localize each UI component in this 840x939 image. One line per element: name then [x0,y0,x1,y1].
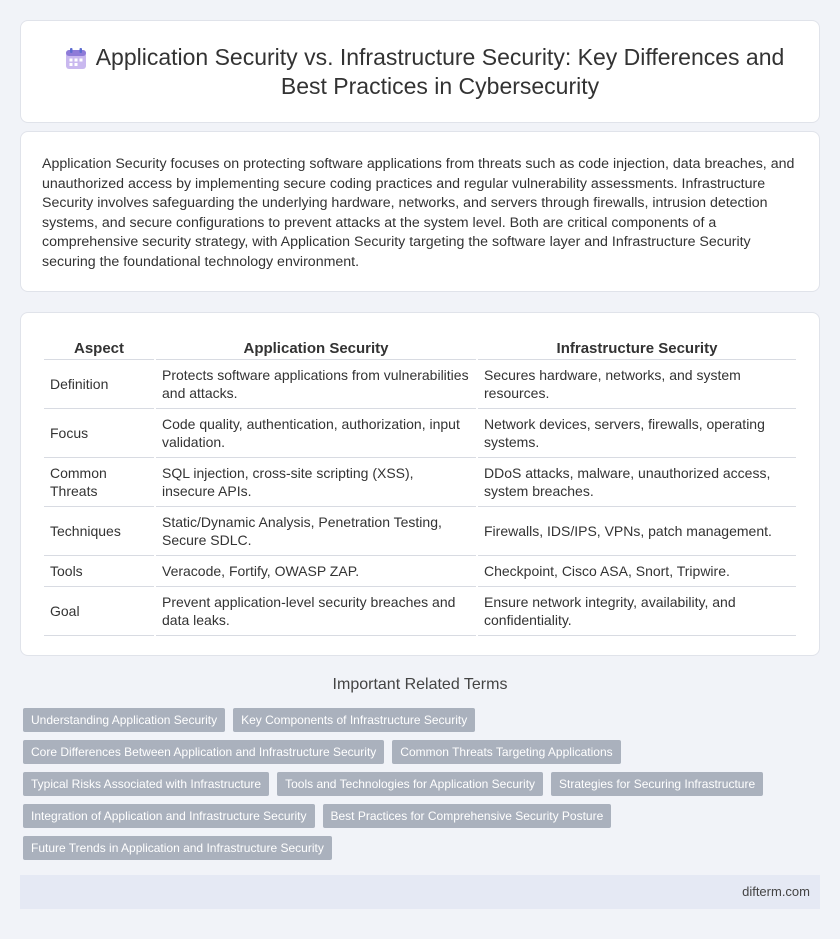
related-term-tag[interactable]: Strategies for Securing Infrastructure [551,772,763,796]
related-term-tag[interactable]: Common Threats Targeting Applications [392,740,620,764]
aspect-cell: Tools [44,556,154,587]
infrastructure-cell: Checkpoint, Cisco ASA, Snort, Tripwire. [478,556,796,587]
infrastructure-cell: Firewalls, IDS/IPS, VPNs, patch management. [478,507,796,556]
application-cell: Veracode, Fortify, OWASP ZAP. [156,556,476,587]
table-row [44,409,796,458]
aspect-cell: Focus [44,409,154,458]
related-term-tag[interactable]: Key Components of Infrastructure Security [233,708,475,732]
table-row [44,587,796,636]
table-header-row [44,334,796,360]
related-term-tag[interactable]: Tools and Technologies for Application Security [277,772,543,796]
column-header-infrastructure-security: Infrastructure Security [478,334,796,360]
application-cell: SQL injection, cross-site scripting (XSS), insecure APIs. [156,458,476,507]
table-row [44,556,796,587]
aspect-cell: Common Threats [44,458,154,507]
header-card [20,20,820,123]
related-terms-list [23,708,813,860]
application-cell: Static/Dynamic Analysis, Penetration Testing, Secure SDLC. [156,507,476,556]
related-term-tag[interactable]: Best Practices for Comprehensive Security Posture [323,804,612,828]
related-term-tag[interactable]: Understanding Application Security [23,708,225,732]
intro-paragraph: Application Security focuses on protecting software applications from threats such as code injection, data breaches, and unauthorized access by implementing secure coding practices and regular vulnerability assessments. Infrastructure Security involves safeguarding the underlying hardware, networks, and servers through firewalls, intrusion detection systems, and secure configurations to prevent attacks at the system level. Both are critical components of a comprehensive security strategy, with Application Security targeting the software layer and Infrastructure Security securing the foundational technology environment. [42,156,795,270]
aspect-cell: Definition [44,360,154,409]
table-row [44,360,796,409]
related-term-tag[interactable]: Core Differences Between Application and Infrastructure Security [23,740,384,764]
application-cell: Prevent application-level security breaches and data leaks. [156,587,476,636]
related-term-tag[interactable]: Typical Risks Associated with Infrastructure [23,772,269,796]
footer-bar [20,875,820,909]
infrastructure-cell: Secures hardware, networks, and system resources. [478,360,796,409]
related-term-tag[interactable]: Integration of Application and Infrastructure Security [23,804,315,828]
application-cell: Protects software applications from vulnerabilities and attacks. [156,360,476,409]
aspect-cell: Goal [44,587,154,636]
application-cell: Code quality, authentication, authorization, input validation. [156,409,476,458]
table-row [44,507,796,556]
site-link[interactable]: difterm.com [742,884,810,899]
aspect-cell: Techniques [44,507,154,556]
infrastructure-cell: DDoS attacks, malware, unauthorized access, system breaches. [478,458,796,507]
infrastructure-cell: Ensure network integrity, availability, and confidentiality. [478,587,796,636]
intro-card [20,131,820,292]
comparison-table [42,334,798,636]
comparison-table-card [20,312,820,656]
related-term-tag[interactable]: Future Trends in Application and Infrastructure Security [23,836,332,860]
related-terms-heading: Important Related Terms [332,676,508,693]
column-header-aspect: Aspect [44,334,154,360]
page-title: Application Security vs. Infrastructure Security: Key Differences and Best Practices in Cybersecurity [95,43,785,99]
table-row [44,458,796,507]
column-header-application-security: Application Security [156,334,476,360]
infrastructure-cell: Network devices, servers, firewalls, operating systems. [478,409,796,458]
